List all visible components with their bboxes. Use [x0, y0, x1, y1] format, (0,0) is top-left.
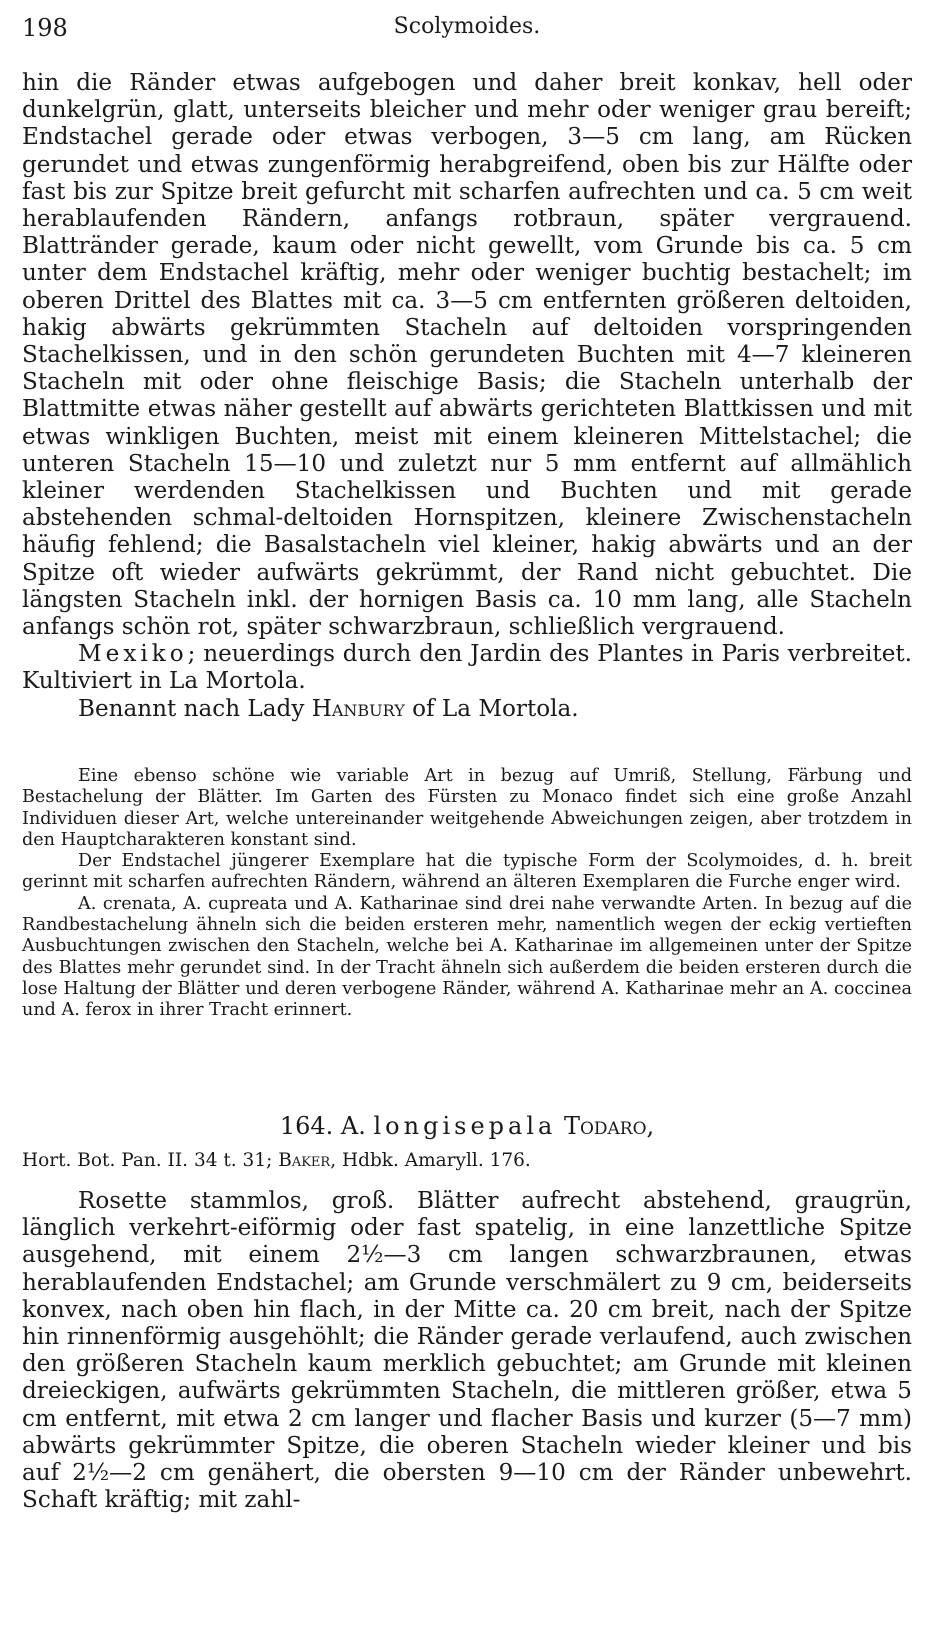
notes-block	[22, 766, 912, 1022]
etymology-suffix: of La Mortola.	[404, 695, 579, 722]
species-author: Todaro,	[563, 1112, 655, 1140]
species-number: 164. A.	[279, 1112, 374, 1140]
page-header	[22, 14, 912, 46]
species-reference	[22, 1150, 912, 1171]
running-title: Scolymoides.	[393, 14, 541, 39]
reference-part-2: , Hdbk. Amaryll. 176.	[330, 1150, 531, 1171]
distribution-text: ; neuerdings durch den Jardin des Plantes in Paris verbreitet. Kultiviert in La Mortola.	[22, 641, 912, 695]
note-paragraph-2: Der Endstachel jüngerer Exemplare hat die typische Form der Scolymoides, d. h. breit gerinnt mit scharfen aufrechten Rändern, während an älteren Exemplaren die Furche enger wird.	[22, 851, 912, 893]
distribution-country: Mexiko	[78, 641, 188, 668]
leaf-description-paragraph: hin die Ränder etwas aufgebogen und daher breit konkav, hell oder dunkelgrün, glatt, unterseits bleicher und mehr oder weniger grau bereift; Endstachel gerade oder etwas verbogen, 3—5 cm lang, am Rücken gerundet und etwas zungenförmig herabgreifend, oben bis zur Hälfte oder fast bis zur Spitze breit gefurcht mit scharfen aufrechten und ca. 5 cm weit herablaufenden Rändern, anfangs rotbraun, später vergrauend. Blattränder gerade, kaum oder nicht gewellt, vom Grunde bis ca. 5 cm unter dem Endstachel kräftig, mehr oder weniger buchtig bestachelt; im oberen Drittel des Blattes mit ca. 3—5 cm entfernten größeren deltoiden, hakig abwärts gekrümmten Stacheln auf deltoiden vorspringenden Stachelkissen, und in den schön gerundeten Buchten mit 4—7 kleineren Stacheln mit oder ohne fleischige Basis; die Stacheln unterhalb der Blattmitte etwas näher gestellt auf abwärts gerichteten Blattkissen und mit etwas winkligen Buchten, meist mit einem kleineren Mittelstachel; die unteren Stacheln 15—10 und zuletzt nur 5 mm entfernt auf allmählich kleiner werdenden Stachelkissen und Buchten und mit gerade abstehenden schmal-deltoiden Hornspitzen, kleinere Zwischenstacheln häufig fehlend; die Basalstacheln viel kleiner, hakig abwärts und an der Spitze oft wieder aufwärts gekrümmt, der Rand nicht gebuchtet. Die längsten Stacheln inkl. der hornigen Basis ca. 10 mm lang, alle Stacheln anfangs schön rot, später schwarzbraun, schließlich vergrauend.	[22, 70, 912, 641]
note-paragraph-3: A. crenata, A. cupreata und A. Katharinae sind drei nahe verwandte Arten. In bezug auf die Randbestachelung ähneln sich die beiden ersteren mehr, namentlich wegen der eckig vertieften Ausbuchtungen zwischen den Stacheln, welche bei A. Katharinae im allgemeinen unter der Spitze des Blattes mehr gerundet sind. In der Tracht ähneln sich außerdem die beiden ersteren durch die lose Haltung der Blätter und deren verbogene Ränder, während A. Katharinae mehr an A. coccinea und A. ferox in ihrer Tracht erinnert.	[22, 893, 912, 1021]
species-heading	[22, 1112, 912, 1140]
main-description-block	[22, 70, 912, 723]
reference-part-1: Hort. Bot. Pan. II. 34 t. 31;	[22, 1150, 279, 1171]
reference-author: Baker	[278, 1150, 331, 1171]
etymology-paragraph	[22, 696, 912, 723]
etymology-person: Hanbury	[311, 695, 405, 722]
page-number: 198	[22, 14, 68, 42]
note-paragraph-1: Eine ebenso schöne wie variable Art in bezug auf Umriß, Stellung, Färbung und Bestachelung der Blätter. Im Garten des Fürsten zu Monaco findet sich eine große Anzahl Individuen dieser Art, welche untereinander weitgehende Abweichungen zeigen, aber trotzdem in den Hauptcharakteren konstant sind.	[22, 766, 912, 850]
species-description-paragraph: Rosette stammlos, groß. Blätter aufrecht abstehend, graugrün, länglich verkehrt-eiförmig oder fast spatelig, in eine lanzettliche Spitze ausgehend, mit einem 2½—3 cm langen schwarzbraunen, etwas herablaufenden Endstachel; am Grunde verschmälert zu 9 cm, beiderseits konvex, nach oben hin flach, in der Mitte ca. 20 cm breit, nach der Spitze hin rinnenförmig ausgehöhlt; die Ränder gerade verlaufend, auch zwischen den größeren Stacheln kaum merklich gebuchtet; am Grunde mit kleinen dreieckigen, aufwärts gekrümmten Stacheln, die mittleren größer, etwa 5 cm entfernt, mit etwa 2 cm langer und flacher Basis und kurzer (5—7 mm) abwärts gekrümmter Spitze, die oberen Stacheln wieder kleiner und bis auf 2½—2 cm genähert, die obersten 9—10 cm der Ränder unbewehrt. Schaft kräftig; mit zahl-	[22, 1188, 912, 1514]
species-description-block	[22, 1188, 912, 1514]
etymology-prefix: Benannt nach Lady	[78, 695, 312, 722]
distribution-paragraph	[22, 641, 912, 695]
species-name: longisepala	[373, 1112, 557, 1140]
